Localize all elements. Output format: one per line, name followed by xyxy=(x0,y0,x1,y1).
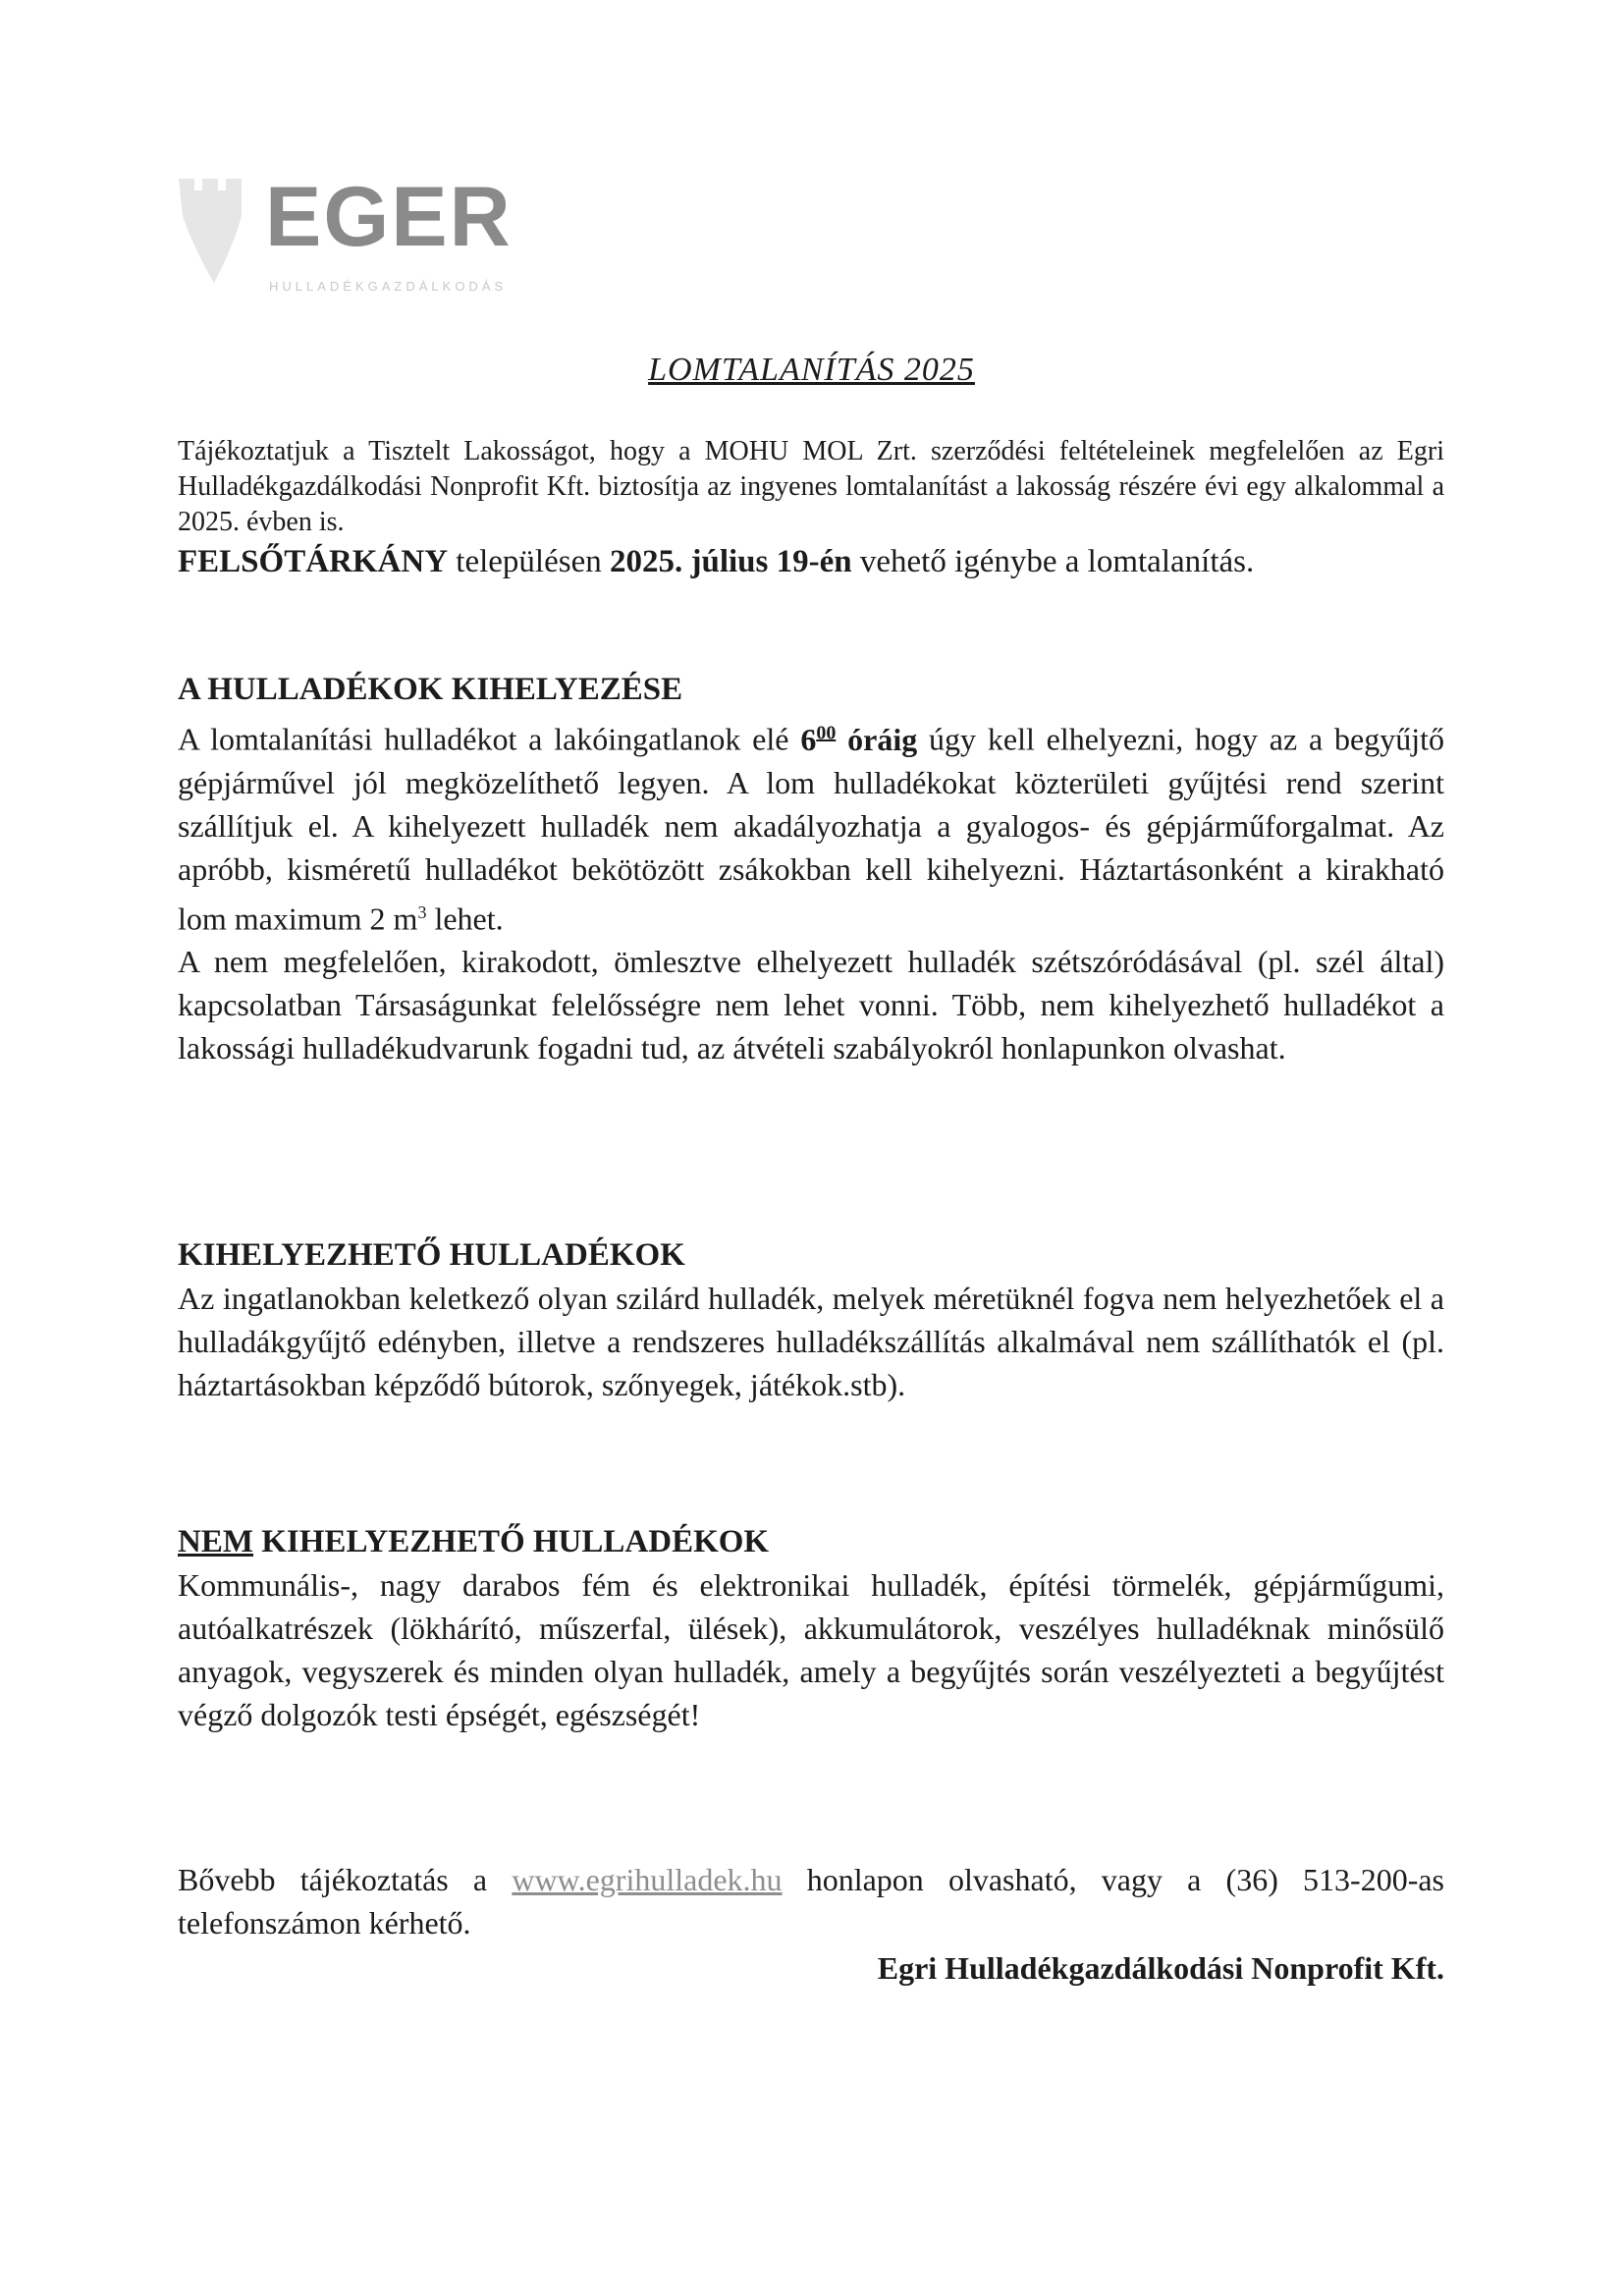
logo-wordmark: EGER xyxy=(265,170,513,264)
section-allowed xyxy=(178,1233,1444,1406)
company-logo xyxy=(175,169,568,306)
eger-logo-mark-icon xyxy=(175,177,253,285)
section-forbidden-body: Kommunális-, nagy darabos fém és elektronikai hulladék, építési törmelék, gépjárműgumi, autóalkatrészek (lökhárító, műszerfal, ülések), akkumulátorok, veszélyes hulladéknak minősülő anyagok, vegyszerek és minden olyan hulladék, amely a begyűjtés során veszélyezteti a begyűjtést végző dolgozók testi épségét, egészségét! xyxy=(178,1567,1444,1732)
intro-section xyxy=(178,434,1444,583)
section-placement-heading: A HULLADÉKOK KIHELYEZÉSE xyxy=(178,672,683,707)
intro-date-line: FELSŐTÁRKÁNY településen 2025. július 19-én vehető igénybe a lomtalanítás. xyxy=(178,544,1255,579)
section-placement-body xyxy=(178,711,1444,1069)
logo-subtitle: HULLADÉKGAZDÁLKODÁS xyxy=(269,279,508,294)
document-title: LOMTALANÍTÁS 2025 xyxy=(648,352,975,388)
signature: Egri Hulladékgazdálkodási Nonprofit Kft. xyxy=(877,1950,1444,1986)
section-forbidden xyxy=(178,1520,1444,1736)
section-placement xyxy=(178,668,1444,1069)
section-allowed-heading: KIHELYEZHETŐ HULLADÉKOK xyxy=(178,1237,685,1273)
intro-text: Tájékoztatjuk a Tisztelt Lakosságot, hogy a MOHU MOL Zrt. szerződési feltételeinek megfelelően az Egri Hulladékgazdálkodási Nonprofit Kft. biztosítja az ingyenes lomtalanítást a lakosság részére évi egy alkalommal a 2025. évben is. xyxy=(178,436,1444,537)
footer-info: Bővebb tájékoztatás a www.egrihulladek.hu honlapon olvasható, vagy a (36) 513-200-as telefonszámon kérhető. xyxy=(178,1862,1445,1941)
settlement-name: FELSŐTÁRKÁNY xyxy=(178,544,449,579)
section-forbidden-heading: NEM KIHELYEZHETŐ HULLADÉKOK xyxy=(178,1524,770,1559)
placement-paragraph-1: A lomtalanítási hulladékot a lakóingatlanok elé $6^{00}$ óráig úgy kell elhelyezni, hogy az a begyűjtő gépjárművel jól megközelíthető legyen. A lom hulladékokat közterületi gyűjtési rend szerint szállítjuk el. A kihelyezett hulladék nem akadályozhatja a gyalogos- és gépjárműforgalmat. Az apróbb, kisméretű hulladékot bekötözött zsákokban kell kihelyezni. Háztartásonként a kirakható lom maximum 2 $m^3$ lehet. xyxy=(178,721,1445,937)
deadline-time: $6^{00}$ óráig xyxy=(800,721,918,757)
footer-section xyxy=(178,1858,1444,1987)
website-link[interactable]: www.egrihulladek.hu xyxy=(512,1862,783,1897)
section-allowed-body: Az ingatlanokban keletkező olyan szilárd hulladék, melyek méretüknél fogva nem helyezhetőek el a hulladákgyűjtő edényben, illetve a rendszeres hulladékszállítás alkalmával nem szállíthatók el (pl. háztartásokban képződő bútorok, szőnyegek, játékok.stb). xyxy=(178,1281,1444,1402)
placement-paragraph-2: A nem megfelelően, kirakodott, ömlesztve elhelyezett hulladék szétszóródásával (pl. szél által) kapcsolatban Társaságunkat felelősségre nem lehet vonni. Több, nem kihelyezhető hulladékot a lakossági hulladékudvarunk fogadni tud, az átvételi szabályokról honlapunkon olvashat. xyxy=(178,944,1444,1066)
collection-date: 2025. július 19-én xyxy=(609,544,852,579)
